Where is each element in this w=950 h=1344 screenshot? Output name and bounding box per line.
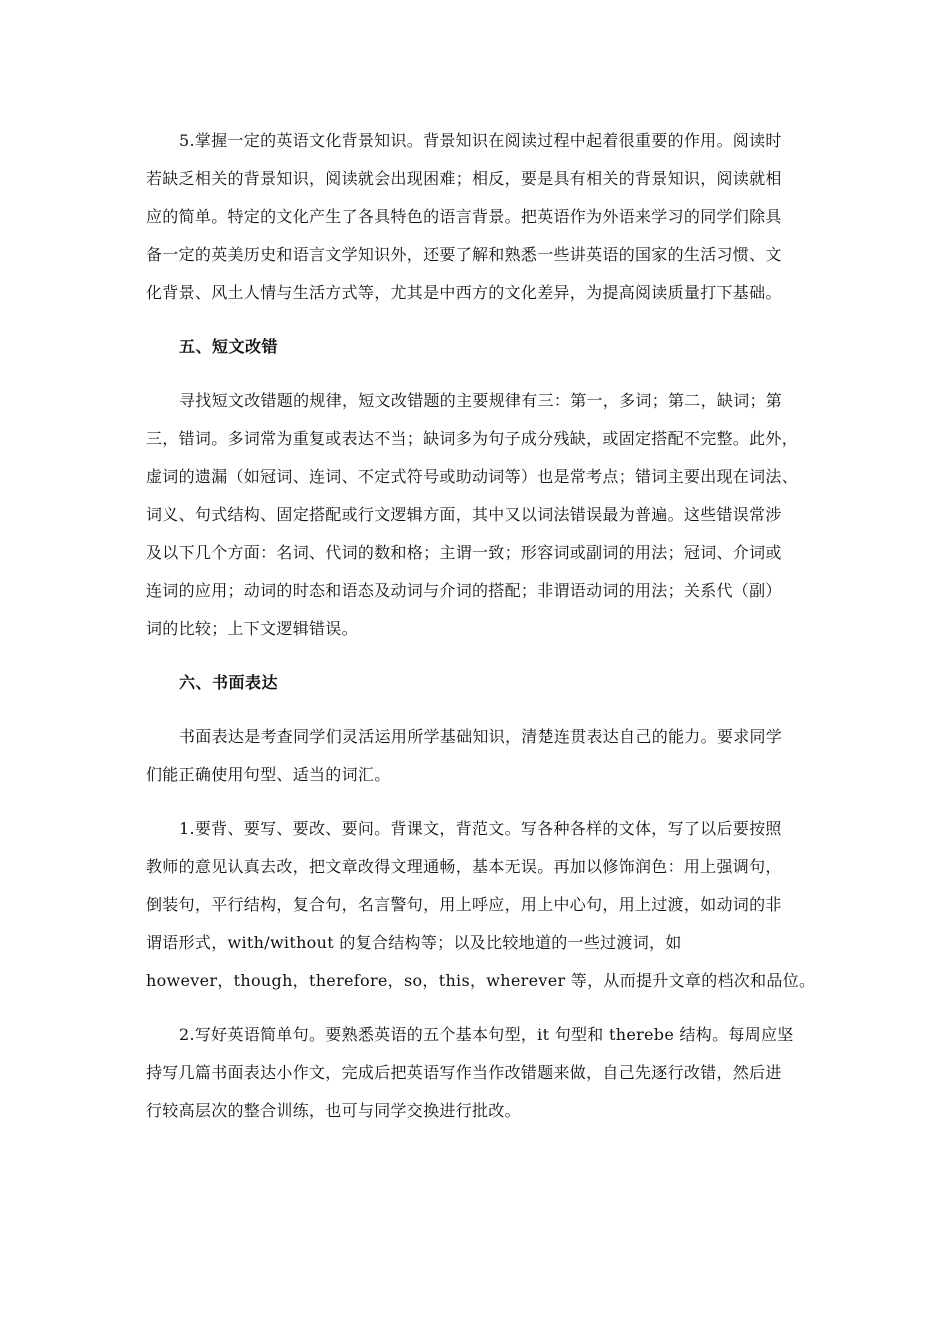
text-line: 倒装句，平行结构，复合句，名言警句，用上呼应，用上中心句，用上过渡，如动词的非 (146, 895, 782, 914)
text-line: 三，错词。多词常为重复或表达不当；缺词多为句子成分残缺，或固定搭配不完整。此外， (146, 429, 799, 448)
text-line: 应的简单。特定的文化产生了各具特色的语言背景。把英语作为外语来学习的同学们除具 (146, 207, 782, 226)
text-line: 谓语形式，with/without 的复合结构等；以及比较地道的一些过渡词，如 (146, 933, 682, 952)
text-line: 及以下几个方面：名词、代词的数和格；主谓一致；形容词或副词的用法；冠词、介词或 (146, 543, 782, 562)
text-line: 词义、句式结构、固定搭配或行文逻辑方面，其中又以词法错误最为普遍。这些错误常涉 (146, 505, 782, 524)
paragraph-error-correction (146, 382, 812, 648)
paragraph-background-knowledge (146, 122, 812, 312)
text-line: 寻找短文改错题的规律，短文改错题的主要规律有三：第一，多词；第二，缺词；第 (179, 391, 783, 410)
text-line: 若缺乏相关的背景知识，阅读就会出现困难；相反，要是具有相关的背景知识，阅读就相 (146, 169, 782, 188)
document-body (146, 122, 816, 1130)
text-line: 教师的意见认真去改，把文章改得文理通畅，基本无误。再加以修饰润色：用上强调句， (146, 857, 782, 876)
section-heading-writing: 六、书面表达 (179, 673, 279, 692)
text-line: 备一定的英美历史和语言文学知识外，还要了解和熟悉一些讲英语的国家的生活习惯、文 (146, 245, 782, 264)
text-line: 书面表达是考查同学们灵活运用所学基础知识，清楚连贯表达自己的能力。要求同学 (179, 727, 783, 746)
text-line: 连词的应用；动词的时态和语态及动词与介词的搭配；非谓语动词的用法；关系代（副） (146, 581, 782, 600)
text-line: 1.要背、要写、要改、要问。背课文，背范文。写各种各样的文体，写了以后要按照 (179, 819, 782, 838)
text-line: 持写几篇书面表达小作文，完成后把英语写作当作改错题来做，自己先逐行改错，然后进 (146, 1063, 782, 1082)
text-line: 化背景、风土人情与生活方式等，尤其是中西方的文化差异，为提高阅读质量打下基础。 (146, 283, 782, 302)
text-line: 行较高层次的整合训练，也可与同学交换进行批改。 (146, 1101, 521, 1120)
text-line: 词的比较；上下文逻辑错误。 (146, 619, 358, 638)
text-line: 5.掌握一定的英语文化背景知识。背景知识在阅读过程中起着很重要的作用。阅读时 (179, 131, 782, 150)
text-line: 2.写好英语简单句。要熟悉英语的五个基本句型，it 句型和 therebe 结构。每周应坚 (179, 1025, 794, 1044)
section-heading-error-correction: 五、短文改错 (179, 337, 279, 356)
paragraph-writing-tip-2 (146, 1016, 812, 1130)
paragraph-writing-intro (146, 718, 812, 794)
text-line: 们能正确使用句型、适当的词汇。 (146, 765, 391, 784)
text-line: 虚词的遗漏（如冠词、连词、不定式符号或助动词等）也是常考点；错词主要出现在词法、 (146, 467, 799, 486)
paragraph-writing-tip-1 (146, 810, 816, 1000)
text-line: however，though，therefore，so，this，wherever 等，从而提升文章的档次和品位。 (146, 971, 816, 990)
